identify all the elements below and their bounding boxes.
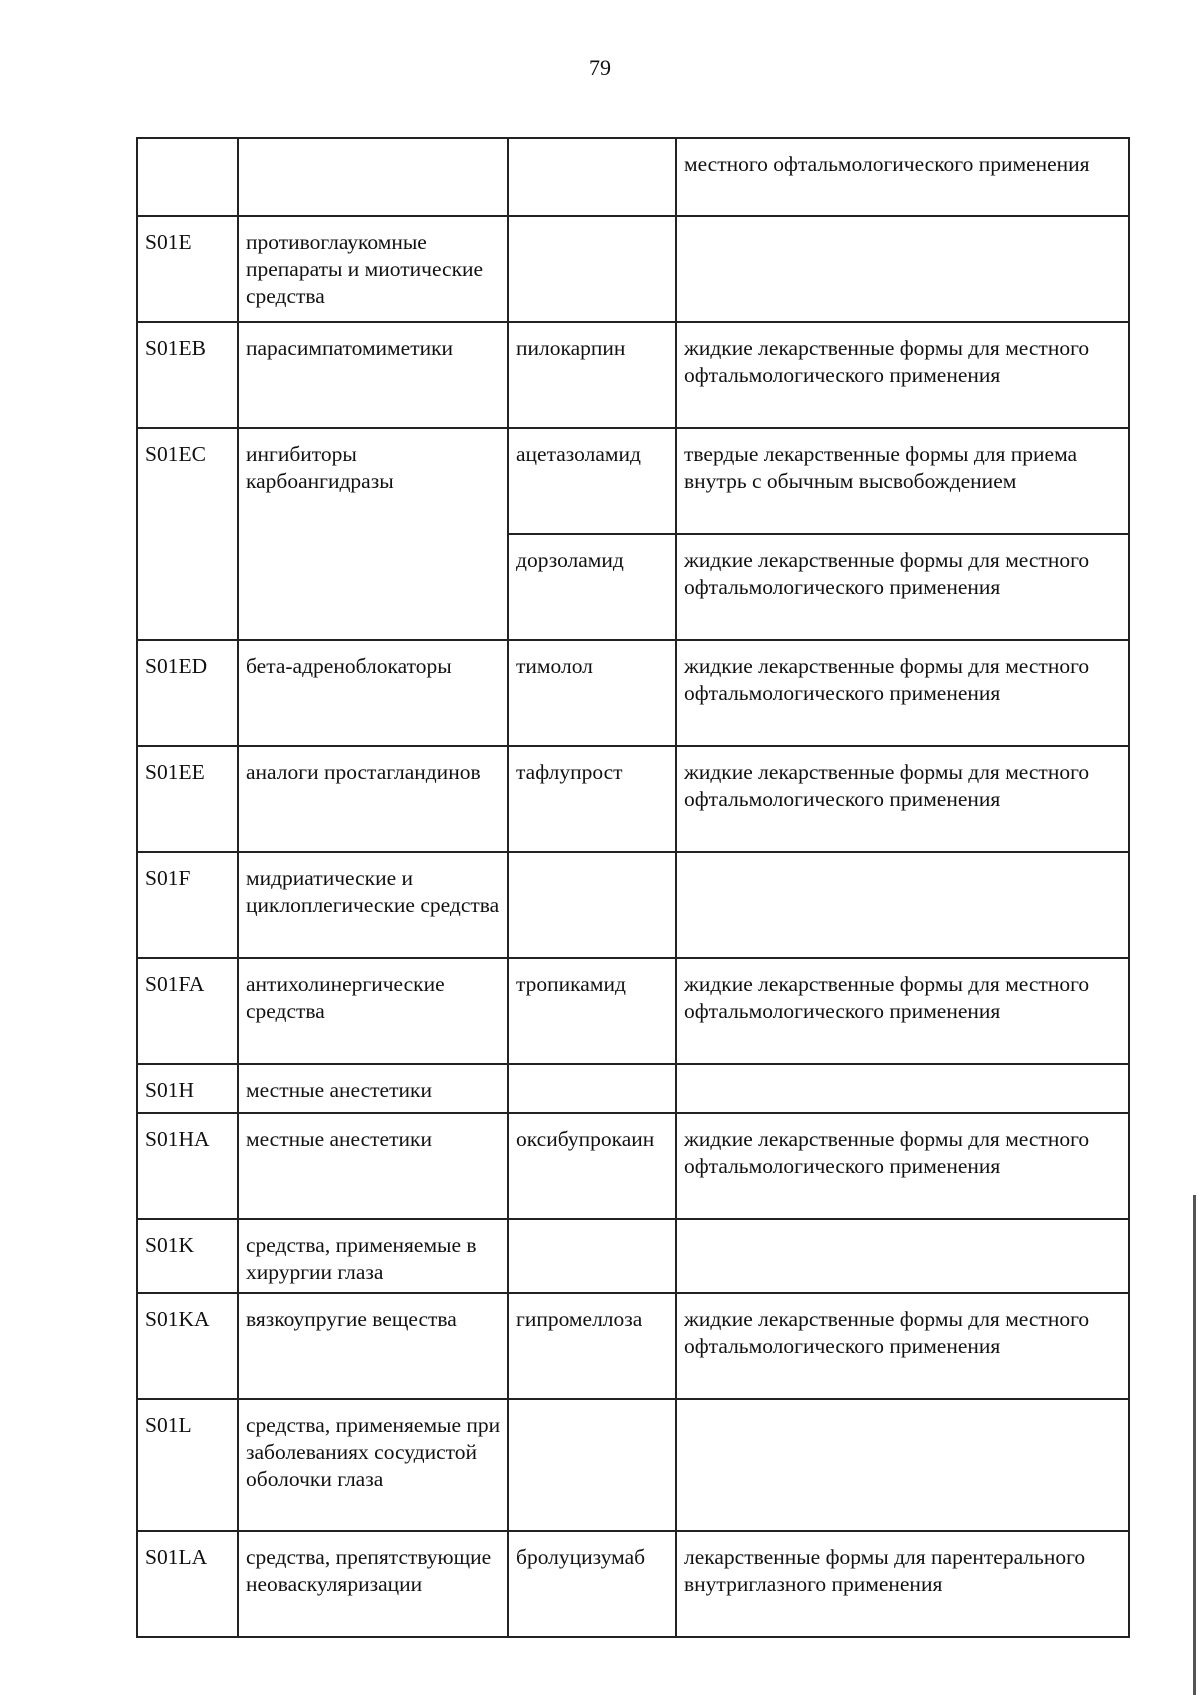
form-cell: лекарственные формы для парентерального внутриглазного применения <box>676 1531 1129 1637</box>
drug-cell: тимолол <box>508 640 676 746</box>
group-cell: аналоги простагландинов <box>238 746 508 852</box>
form-cell <box>676 216 1129 322</box>
form-cell <box>676 852 1129 958</box>
group-cell: противоглаукомные препараты и миотические средства <box>238 216 508 322</box>
drug-cell: пилокарпин <box>508 322 676 428</box>
group-cell: антихолинергические средства <box>238 958 508 1064</box>
drug-cell: оксибупрокаин <box>508 1113 676 1219</box>
drug-cell: тафлупрост <box>508 746 676 852</box>
page-number: 79 <box>589 55 611 80</box>
form-cell: жидкие лекарственные формы для местного офтальмологического применения <box>676 1293 1129 1399</box>
code-cell: S01LA <box>137 1531 238 1637</box>
group-cell: средства, применяемые в хирургии глаза <box>238 1219 508 1293</box>
drug-cell: дорзоламид <box>508 534 676 640</box>
code-cell: S01HA <box>137 1113 238 1219</box>
table-row <box>137 138 1129 216</box>
code-cell: S01EE <box>137 746 238 852</box>
drug-cell <box>508 1219 676 1293</box>
group-cell: местные анестетики <box>238 1064 508 1113</box>
form-cell: жидкие лекарственные формы для местного офтальмологического применения <box>676 534 1129 640</box>
code-cell: S01F <box>137 852 238 958</box>
group-cell <box>238 138 508 216</box>
table-row <box>137 428 1129 534</box>
form-cell: твердые лекарственные формы для приема внутрь с обычным высвобождением <box>676 428 1129 534</box>
code-cell: S01E <box>137 216 238 322</box>
table-row <box>137 1113 1129 1219</box>
table-row <box>137 640 1129 746</box>
drug-classification-table <box>136 137 1130 1638</box>
drug-cell <box>508 138 676 216</box>
group-cell: вязкоупругие вещества <box>238 1293 508 1399</box>
group-cell: бета-адреноблокаторы <box>238 640 508 746</box>
code-cell <box>137 138 238 216</box>
table-row <box>137 322 1129 428</box>
code-cell: S01K <box>137 1219 238 1293</box>
form-cell: жидкие лекарственные формы для местного офтальмологического применения <box>676 746 1129 852</box>
group-cell: ингибиторы карбоангидразы <box>238 428 508 640</box>
drug-cell <box>508 216 676 322</box>
drug-cell: тропикамид <box>508 958 676 1064</box>
table-row <box>137 1531 1129 1637</box>
form-cell: жидкие лекарственные формы для местного офтальмологического применения <box>676 958 1129 1064</box>
group-cell: средства, применяемые при заболеваниях сосудистой оболочки глаза <box>238 1399 508 1531</box>
form-cell: жидкие лекарственные формы для местного офтальмологического применения <box>676 1113 1129 1219</box>
code-cell: S01FA <box>137 958 238 1064</box>
form-cell: жидкие лекарственные формы для местного офтальмологического применения <box>676 640 1129 746</box>
code-cell: S01EC <box>137 428 238 640</box>
group-cell: местные анестетики <box>238 1113 508 1219</box>
code-cell: S01ED <box>137 640 238 746</box>
group-cell: мидриатические и циклоплегические средства <box>238 852 508 958</box>
code-cell: S01EB <box>137 322 238 428</box>
table-row <box>137 216 1129 322</box>
table-row <box>137 746 1129 852</box>
table-row <box>137 958 1129 1064</box>
table-row <box>137 1399 1129 1531</box>
drug-cell <box>508 1064 676 1113</box>
table-row <box>137 1219 1129 1293</box>
drug-cell: гипромеллоза <box>508 1293 676 1399</box>
drug-cell: ацетазоламид <box>508 428 676 534</box>
table-row <box>137 1064 1129 1113</box>
form-cell: местного офтальмологического применения <box>676 138 1129 216</box>
scan-edge-line <box>1193 1195 1196 1695</box>
drug-cell <box>508 1399 676 1531</box>
code-cell: S01L <box>137 1399 238 1531</box>
form-cell: жидкие лекарственные формы для местного офтальмологического применения <box>676 322 1129 428</box>
drug-cell: бролуцизумаб <box>508 1531 676 1637</box>
form-cell <box>676 1219 1129 1293</box>
form-cell <box>676 1399 1129 1531</box>
code-cell: S01H <box>137 1064 238 1113</box>
group-cell: средства, препятствующие неоваскуляризации <box>238 1531 508 1637</box>
form-cell <box>676 1064 1129 1113</box>
table-row <box>137 1293 1129 1399</box>
drug-cell <box>508 852 676 958</box>
table-row <box>137 852 1129 958</box>
code-cell: S01KA <box>137 1293 238 1399</box>
group-cell: парасимпатомиметики <box>238 322 508 428</box>
